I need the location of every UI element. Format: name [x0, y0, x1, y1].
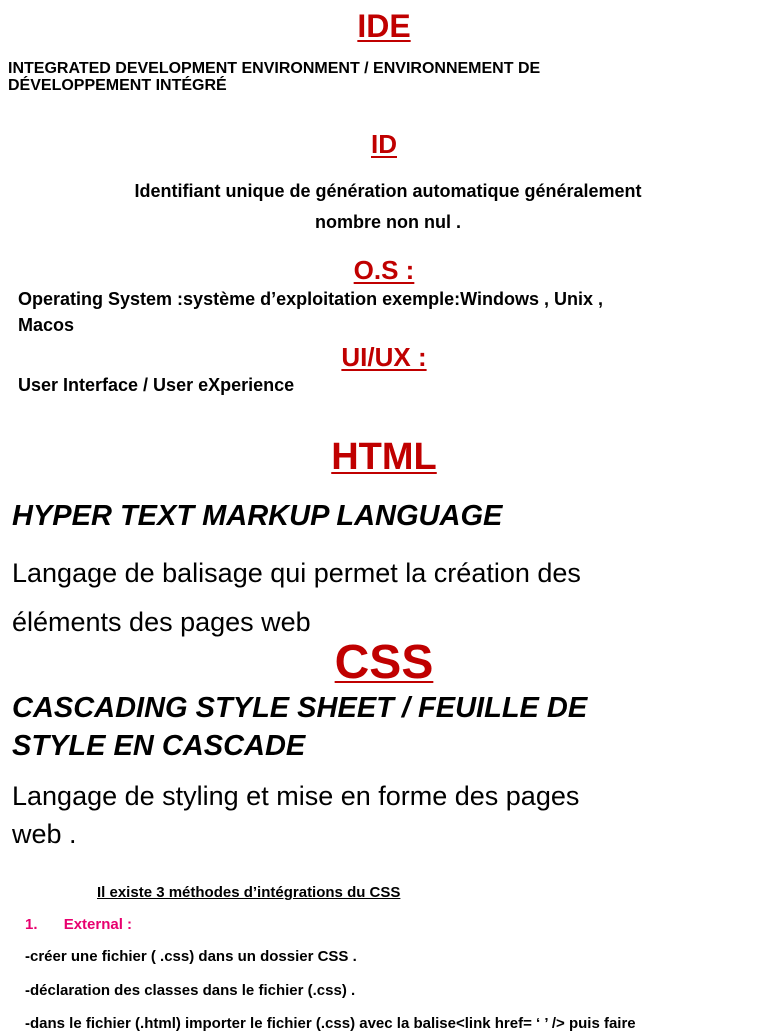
external-step-1: -créer une fichier ( .css) dans un dossier CSS . [25, 948, 357, 965]
css-expansion-line-1: CASCADING STYLE SHEET / FEUILLE DE [12, 692, 588, 724]
list-label-external: External : [63, 916, 133, 933]
ide-definition-line-1: INTEGRATED DEVELOPMENT ENVIRONMENT / ENVIRONNEMENT DE [8, 60, 541, 77]
css-methods-intro: Il existe 3 méthodes d’intégrations du CSS [97, 884, 401, 901]
heading-os: O.S : [353, 255, 415, 285]
heading-id: ID [371, 129, 397, 159]
heading-ide: IDE [357, 8, 411, 44]
ide-definition-line-2: DÉVELOPPEMENT INTÉGRÉ [8, 77, 227, 94]
uiux-definition: User Interface / User eXperience [18, 375, 295, 395]
heading-css: CSS [334, 636, 434, 689]
external-step-3: -dans le fichier (.html) importer le fichier (.css) avec la balise<link href= ‘ ’ /> puis faire [25, 1015, 636, 1032]
os-definition-line-1: Operating System :système d’exploitation exemple:Windows , Unix , [18, 289, 603, 309]
html-expansion: HYPER TEXT MARKUP LANGUAGE [12, 500, 503, 532]
id-definition-line-1: Identifiant unique de génération automatique généralement [134, 181, 642, 201]
heading-html: HTML [331, 436, 437, 478]
list-number: 1. [25, 916, 38, 933]
heading-uiux: UI/UX : [341, 342, 427, 372]
list-item-external [25, 916, 132, 933]
external-step-2: -déclaration des classes dans le fichier (.css) . [25, 982, 356, 999]
css-expansion-line-2: STYLE EN CASCADE [12, 730, 306, 762]
html-definition-line-2: éléments des pages web [12, 607, 311, 637]
os-definition-line-2: Macos [18, 315, 75, 335]
html-definition-line-1: Langage de balisage qui permet la création des [12, 558, 581, 588]
css-definition-line-1: Langage de styling et mise en forme des pages [12, 781, 580, 811]
id-definition-line-2: nombre non nul . [315, 212, 461, 232]
css-definition-line-2: web . [12, 819, 77, 849]
